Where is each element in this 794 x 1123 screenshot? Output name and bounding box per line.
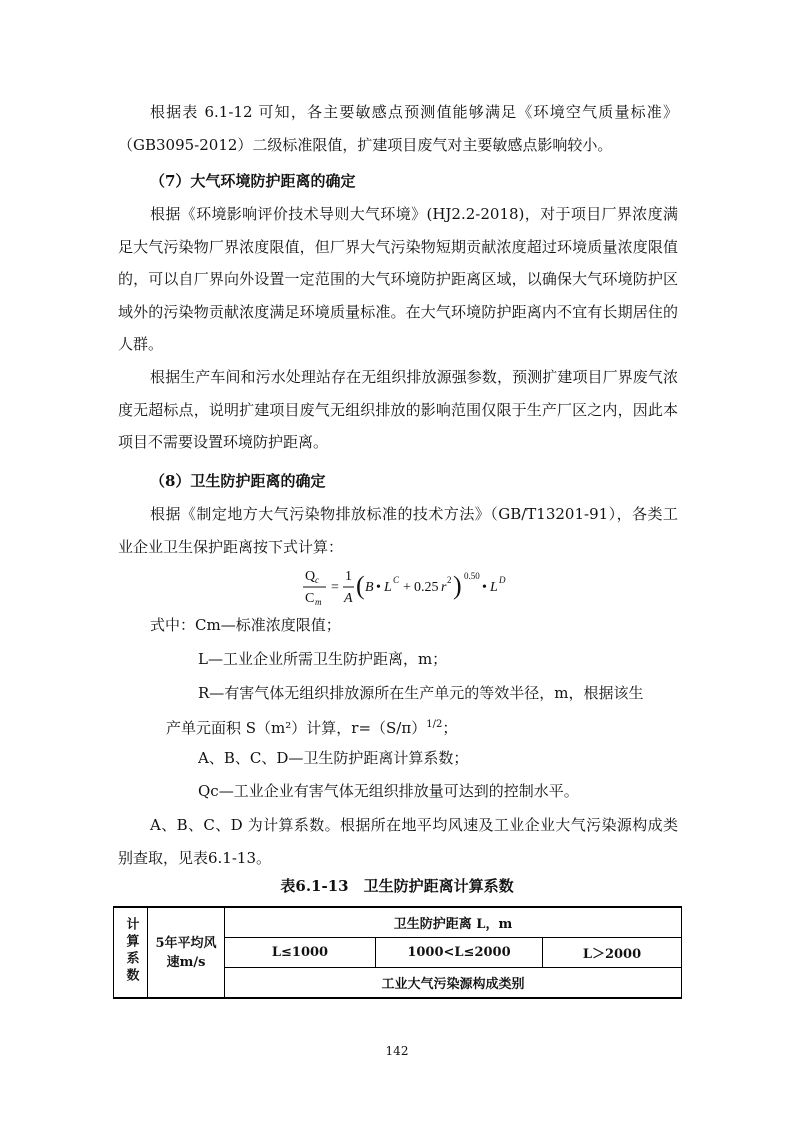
formula-plus: + xyxy=(403,580,411,595)
formula-c-exp: C xyxy=(393,575,400,585)
formula-l-2: L xyxy=(490,580,498,595)
definition-r-cont: 产单元面积 S（m²）计算，$r=(S/\pi)^{1/2}$； xyxy=(166,719,458,737)
formula-coef: 0.25 xyxy=(414,580,439,595)
formula-d-exp: D xyxy=(499,575,506,585)
definition-l: L—工业企业所需卫生防护距离，m； xyxy=(198,650,448,668)
paragraph-method: 根据《制定地方大气污染物排放标准的技术方法》（GB/T13201-91），各类工业企业卫生保护距离按下式计算： xyxy=(118,505,678,556)
formula-c: C xyxy=(305,591,315,606)
paragraph-guideline: 根据《环境影响评价技术导则大气环境》(HJ2.2-2018)，对于项目厂界浓度满足大气污染物厂界浓度限值，但厂界大气污染物短期贡献浓度超过环境质量浓度限值的，可以自厂界向外设置一定范围的大气环境防护距离区域，以确保大气环境防护区域外的污染物贡献浓度满足环境质量标准。在大气环境防护距离内不宜有长期居住的人群。 xyxy=(118,205,678,353)
formula-b: B xyxy=(365,580,374,595)
formula-dot-1: • xyxy=(376,580,381,595)
table-header-range-1: L≤1000 xyxy=(225,937,376,967)
table-header-coefficient: 计算系数 xyxy=(114,907,148,998)
formula-dot-2: • xyxy=(482,580,487,595)
formula-exp: 0.50 xyxy=(464,571,480,581)
formula-r: r xyxy=(441,580,447,595)
svg-text:(: ( xyxy=(356,571,365,600)
formula-l: L xyxy=(384,580,392,595)
sanitary-distance-formula xyxy=(302,562,532,610)
page-number: 142 xyxy=(385,1044,409,1058)
heading-sanitary-protection: （8）卫生防护距离的确定 xyxy=(150,472,326,490)
definition-abcd: A、B、C、D—卫生防护距离计算系数； xyxy=(198,749,469,767)
definition-qc: Qc—工业企业有害气体无组织排放量可达到的控制水平。 xyxy=(198,782,579,800)
paragraph-sensitive-points: 根据表 6.1-12 可知，各主要敏感点预测值能够满足《环境空气质量标准》（GB3095-2012）二级标准限值，扩建项目废气对主要敏感点影响较小。 xyxy=(118,103,678,154)
formula-a: A xyxy=(344,591,353,606)
formula-r-exp: 2 xyxy=(447,575,452,585)
table-header-source-category: 工业大气污染源构成类别 xyxy=(225,967,682,998)
paragraph-unorganized-emission: 根据生产车间和污水处理站存在无组织排放源强参数，预测扩建项目厂界废气浓度无超标点，说明扩建项目废气无组织排放的影响范围仅限于生产厂区之内，因此本项目不需要设置环境防护距离。 xyxy=(118,368,678,451)
svg-text:): ) xyxy=(453,571,462,600)
table-header-range-2: 1000<L≤2000 xyxy=(376,937,543,967)
heading-atmospheric-protection: （7）大气环境防护距离的确定 xyxy=(150,172,356,190)
formula-equals: = xyxy=(331,580,339,595)
formula-c-sub: m xyxy=(315,597,322,607)
definition-r: R—有害气体无组织排放源所在生产单元的等效半径，m，根据该生 xyxy=(198,684,644,702)
table-header-range-3: L＞2000 xyxy=(543,937,682,967)
formula-q-sub: c xyxy=(315,575,319,585)
paragraph-coefficients: A、B、C、D 为计算系数。根据所在地平均风速及工业企业大气污染源构成类别查取，见表6.1-13。 xyxy=(118,816,678,867)
formula-q: Q xyxy=(305,569,316,584)
formula-one: 1 xyxy=(345,569,352,584)
table-header-distance: 卫生防护距离 L，m xyxy=(225,907,682,937)
table-header-wind-speed: 5年平均风速m/s xyxy=(148,907,225,998)
coefficients-table xyxy=(113,906,682,999)
definition-cm: 式中：Cm—标准浓度限值； xyxy=(150,616,341,634)
table-caption: 表6.1-13 卫生防护距离计算系数 xyxy=(280,877,514,895)
